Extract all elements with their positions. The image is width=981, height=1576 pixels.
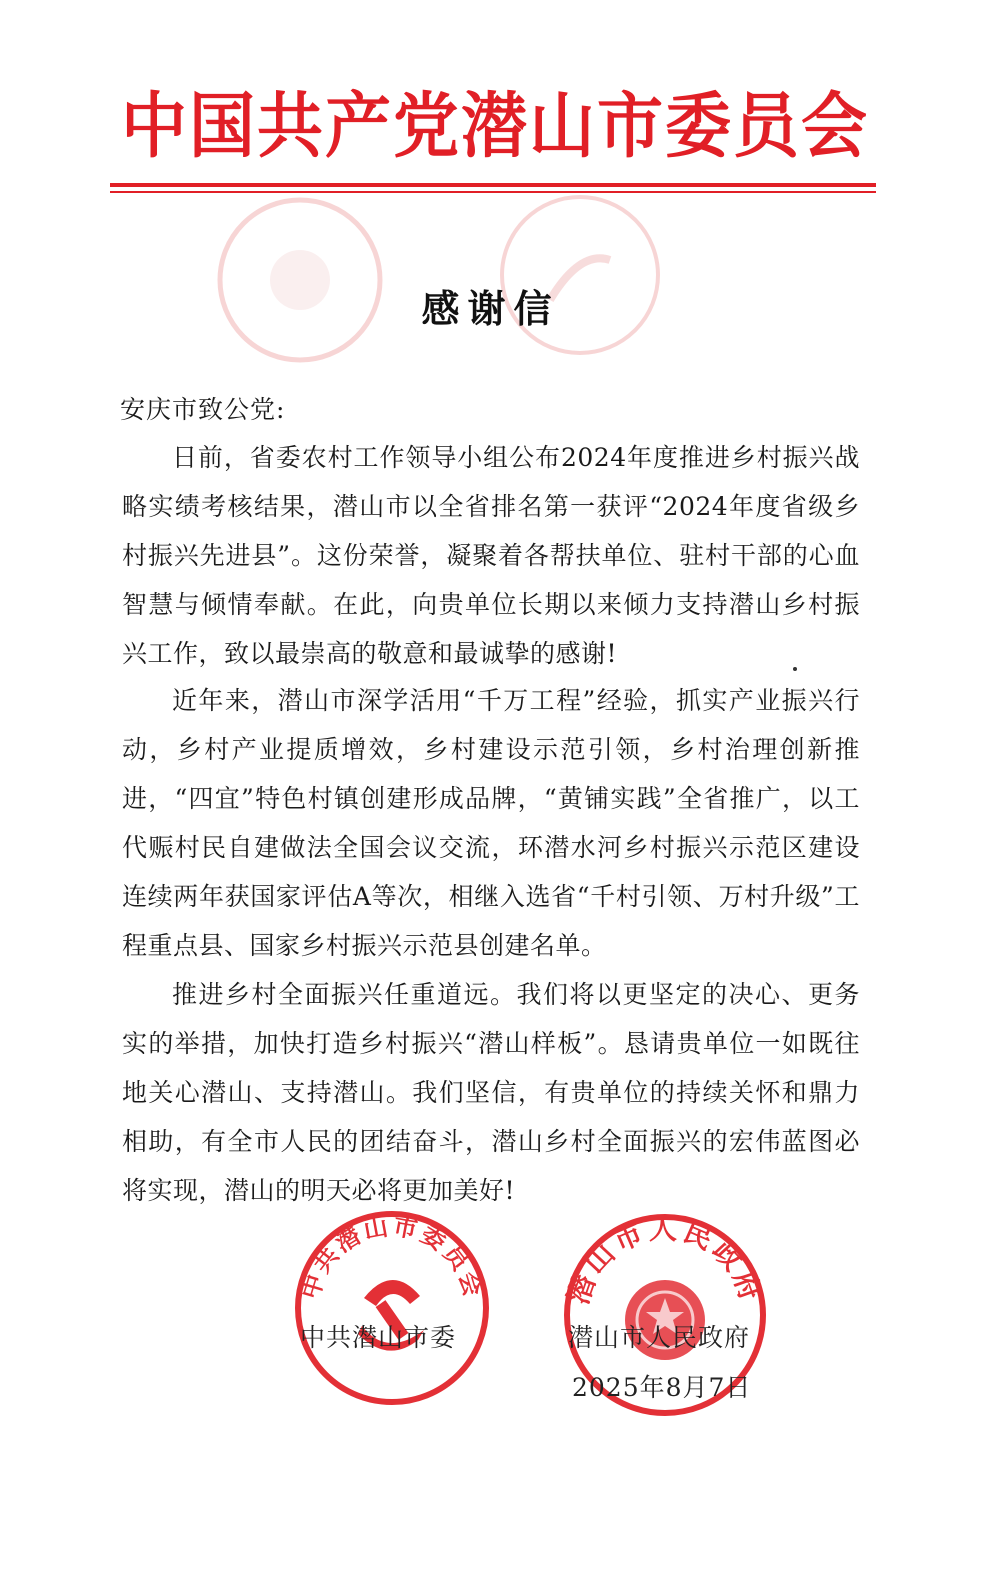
salutation: 安庆市致公党: — [120, 395, 286, 424]
letterhead-rule-thin — [110, 191, 876, 193]
signature-date: 2025年8月7日 — [572, 1373, 752, 1402]
body-paragraph: 近年来，潜山市深学活用“千万工程”经验，抓实产业振兴行动，乡村产业提质增效，乡村建设示范引领，乡村治理创新推进，“四宜”特色村镇创建形成品牌，“黄铺实践”全省推广，以工代赈村民自建做法全国会议交流，环潜水河乡村振兴示范区建设连续两年获国家评估A等次，相继入选省“千村引领、万村升级”工程重点县、国家乡村振兴示范县创建名单。 — [122, 686, 860, 960]
party-committee-seal-icon — [292, 1208, 492, 1408]
body-paragraph: 推进乡村全面振兴任重道远。我们将以更坚定的决心、更务实的举措，加快打造乡村振兴“潜山样板”。恳请贵单位一如既往地关心潜山、支持潜山。我们坚信，有贵单位的持续关怀和鼎力相助，有全市人民的团结奋斗，潜山乡村全面振兴的宏伟蓝图必将实现，潜山的明天必将更加美好! — [122, 980, 860, 1205]
body-paragraph: 日前，省委农村工作领导小组公布2024年度推进乡村振兴战略实绩考核结果，潜山市以全省排名第一获评“2024年度省级乡村振兴先进县”。这份荣誉，凝聚着各帮扶单位、驻村干部的心血智慧与倾情奉献。在此，向贵单位长期以来倾力支持潜山乡村振兴工作，致以最崇高的敬意和最诚挚的感谢! — [122, 443, 860, 668]
signature-city-government: 潜山市人民政府 — [568, 1323, 751, 1352]
signature-party-committee: 中共潜山市委 — [300, 1323, 457, 1352]
letterhead-title: 中国共产党潜山市委员会 — [121, 84, 869, 168]
svg-text:中共潜山市委员会: 中共潜山市委员会 — [296, 1212, 488, 1303]
svg-text:潜山市人民政府: 潜山市人民政府 — [561, 1212, 769, 1309]
ink-speck — [793, 667, 797, 671]
faint-stamp-right-icon — [495, 190, 665, 360]
letter-title: 感谢信 — [421, 287, 560, 331]
letterhead-rule-thick — [110, 183, 876, 187]
